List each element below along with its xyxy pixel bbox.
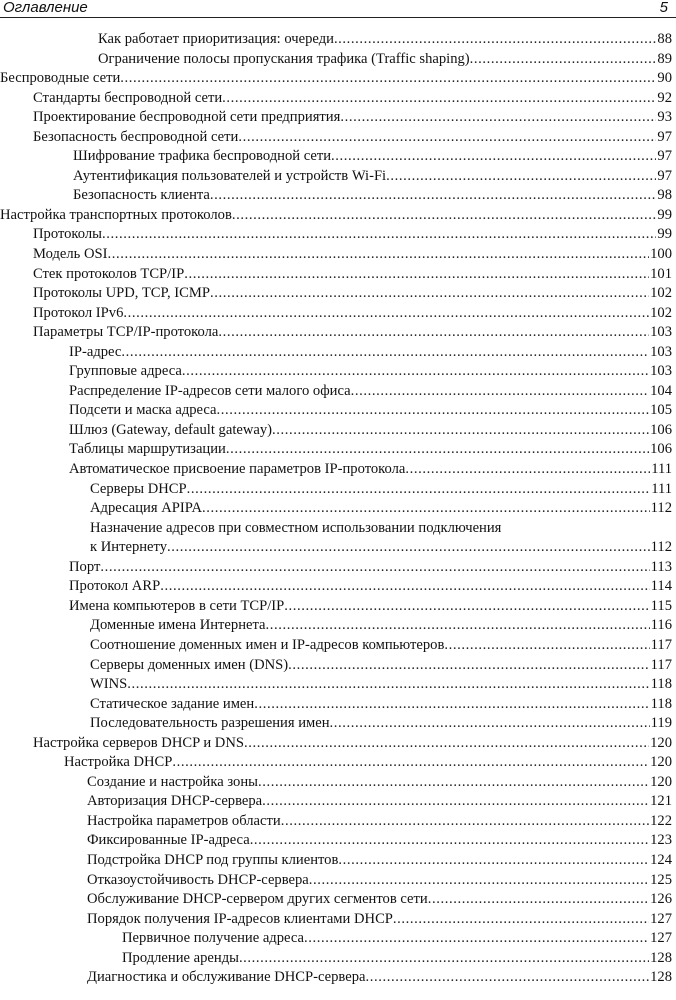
dot-leader [123, 304, 649, 324]
toc-entry-title: Продление аренды [122, 949, 239, 969]
toc-entry-page-number: 102 [650, 285, 672, 302]
toc-entry-title: Шифрование трафика беспроводной сети [73, 147, 331, 167]
toc-entry-title: Беспроводные сети [0, 69, 120, 89]
toc-entry-page-number: 126 [650, 891, 672, 908]
toc-entry-title: Соотношение доменных имен и IP-адресов компьютеров [90, 636, 444, 656]
toc-entry-title: Автоматическое присвоение параметров IP-протокола [69, 460, 405, 480]
toc-entry[interactable] [0, 421, 672, 441]
toc-entry-title: Назначение адресов при совместном использовании подключения [90, 519, 502, 536]
toc-entry-title: Доменные имена Интернета [90, 616, 266, 636]
toc-entry-title: Серверы DHCP [90, 480, 187, 500]
toc-entry-title-continuation: к Интернету [90, 538, 167, 558]
toc-entry-title: Протокол IPv6 [33, 304, 123, 324]
dot-leader [254, 695, 649, 715]
dot-leader [202, 499, 650, 519]
toc-entry-page-number: 127 [650, 930, 672, 947]
toc-entry[interactable] [0, 656, 672, 676]
dot-leader [108, 245, 650, 265]
toc-entry[interactable] [0, 323, 672, 343]
toc-entry-page-number: 106 [650, 421, 672, 438]
toc-entry-page-number: 90 [657, 70, 672, 87]
toc-entry-title: Настройка транспортных протоколов [0, 206, 232, 226]
toc-entry-page-number: 117 [650, 656, 672, 673]
toc-entry[interactable] [0, 186, 672, 206]
toc-entry[interactable] [0, 245, 672, 265]
toc-entry[interactable] [0, 851, 672, 871]
toc-entry-page-number: 103 [650, 324, 672, 341]
dot-leader [393, 910, 649, 930]
toc-entry-title: Фиксированные IP-адреса [87, 831, 250, 851]
toc-entry[interactable] [0, 69, 672, 89]
toc-entry-title: Таблицы маршрутизации [69, 440, 226, 460]
toc-entry-page-number: 102 [650, 304, 672, 321]
toc-entry[interactable] [0, 714, 672, 734]
toc-entry-title: Адресация APIPA [90, 499, 202, 519]
toc-entry-page-number: 125 [650, 871, 672, 888]
dot-leader [232, 206, 657, 226]
toc-entry-title: Протоколы UPD, TCP, ICMP [33, 284, 210, 304]
toc-entry-page-number: 92 [657, 89, 672, 106]
toc-entry-title: Протокол ARP [69, 577, 160, 597]
toc-entry[interactable] [0, 890, 672, 910]
toc-entry[interactable] [0, 558, 672, 578]
toc-entry-page-number: 118 [650, 695, 672, 712]
dot-leader [338, 851, 649, 871]
toc-entry-title: IP-адрес [69, 343, 121, 363]
toc-entry-page-number: 120 [650, 773, 672, 790]
toc-entry[interactable] [0, 597, 672, 617]
toc-entry-title: Подсети и маска адреса [69, 401, 217, 421]
dot-leader [366, 968, 650, 988]
dot-leader [226, 440, 649, 460]
toc-entry[interactable] [0, 401, 672, 421]
toc-entry[interactable] [0, 50, 672, 70]
toc-entry-page-number: 100 [650, 246, 672, 263]
toc-entry[interactable] [0, 910, 672, 930]
toc-entry-page-number: 103 [650, 343, 672, 360]
toc-entry-page-number: 104 [650, 382, 672, 399]
dot-leader [258, 773, 649, 793]
toc-entry-page-number: 121 [650, 793, 672, 810]
toc-entry-page-number: 116 [650, 617, 672, 634]
dot-leader [167, 538, 650, 558]
toc-entry-title: Безопасность беспроводной сети [33, 128, 238, 148]
dot-leader [102, 225, 656, 245]
dot-leader [340, 108, 656, 128]
toc-entry-title: Статическое задание имен [90, 695, 254, 715]
dot-leader [309, 871, 649, 891]
dot-leader [281, 812, 649, 832]
dot-leader [210, 186, 656, 206]
dot-leader [239, 949, 649, 969]
toc-entry-title: Порт [69, 558, 100, 578]
dot-leader [244, 734, 649, 754]
dot-leader [444, 636, 649, 656]
toc-entry[interactable] [0, 108, 672, 128]
toc-entry[interactable] [0, 89, 672, 109]
toc-entry-title: Авторизация DHCP-сервера [87, 792, 262, 812]
toc-entry[interactable] [0, 265, 672, 285]
toc-entry-page-number: 119 [650, 715, 672, 732]
toc-entry[interactable] [0, 304, 672, 324]
header-rule [0, 17, 676, 18]
toc-entry[interactable] [0, 382, 672, 402]
running-header [0, 0, 676, 20]
toc-entry-page-number: 98 [657, 187, 672, 204]
toc-entry-title: Настройка DHCP [64, 753, 172, 773]
dot-leader [405, 460, 650, 480]
dot-leader [160, 577, 649, 597]
toc-entry[interactable] [0, 792, 672, 812]
toc-entry-page-number: 118 [650, 676, 672, 693]
toc-entry-page-number: 97 [657, 148, 672, 165]
toc-entry-title: Серверы доменных имен (DNS) [90, 656, 288, 676]
toc-entry[interactable] [0, 460, 672, 480]
toc-entry-title: Настройка параметров области [87, 812, 281, 832]
toc-entry-page-number: 123 [650, 832, 672, 849]
dot-leader [238, 128, 656, 148]
toc-entry[interactable] [0, 147, 672, 167]
toc-entry-title: Создание и настройка зоны [87, 773, 258, 793]
toc-entry[interactable] [0, 577, 672, 597]
toc-entry[interactable] [0, 480, 672, 500]
dot-leader [470, 50, 657, 70]
toc-entry[interactable] [0, 812, 672, 832]
toc-entry-page-number: 99 [657, 226, 672, 243]
toc-entry-page-number: 103 [650, 363, 672, 380]
toc-entry-title: Модель OSI [33, 245, 108, 265]
toc-entry-title: Обслуживание DHCP-сервером других сегментов сети [87, 890, 428, 910]
toc-entry-page-number: 120 [650, 734, 672, 751]
dot-leader [330, 714, 650, 734]
toc-entry[interactable] [0, 362, 672, 382]
dot-leader [284, 597, 649, 617]
dot-leader [184, 265, 649, 285]
dot-leader [217, 401, 650, 421]
dot-leader [222, 89, 656, 109]
toc-entry-title: Шлюз (Gateway, default gateway) [69, 421, 272, 441]
running-header-title: Оглавление [3, 0, 88, 16]
dot-leader [386, 167, 656, 187]
dot-leader [351, 382, 649, 402]
toc-entry-page-number: 120 [650, 754, 672, 771]
toc-entry-title: Групповые адреса [69, 362, 182, 382]
toc-entry-page-number: 112 [650, 539, 672, 556]
toc-entry[interactable] [0, 949, 672, 969]
dot-leader [120, 69, 656, 89]
dot-leader [182, 362, 649, 382]
toc-entry[interactable] [0, 871, 672, 891]
toc-entry-page-number: 111 [651, 480, 672, 497]
toc-entry-page-number: 105 [650, 402, 672, 419]
toc-entry[interactable] [0, 773, 672, 793]
toc-entry[interactable] [0, 499, 672, 519]
dot-leader [262, 792, 649, 812]
toc-entry[interactable] [0, 695, 672, 715]
toc-entry-page-number: 113 [650, 558, 672, 575]
toc-entry-page-number: 99 [657, 206, 672, 223]
dot-leader [210, 284, 649, 304]
toc-entry-title: Протоколы [33, 225, 102, 245]
toc-entry-title: Стек протоколов TCP/IP [33, 265, 184, 285]
toc-entry-title: Диагностика и обслуживание DHCP-сервера [87, 968, 366, 988]
toc-entry-page-number: 97 [657, 128, 672, 145]
dot-leader [172, 753, 649, 773]
toc-entry[interactable] [0, 616, 672, 636]
toc-entry[interactable] [0, 167, 672, 187]
running-header-page-number: 5 [659, 0, 668, 16]
toc-entry-page-number: 97 [657, 167, 672, 184]
toc-entry[interactable] [0, 440, 672, 460]
toc-entry-title: Проектирование беспроводной сети предприятия [33, 108, 340, 128]
toc-entry[interactable] [0, 30, 672, 50]
dot-leader [187, 480, 651, 500]
toc-entry-page-number: 115 [650, 597, 672, 614]
toc-entry[interactable] [0, 675, 672, 695]
toc-entry-title: Как работает приоритизация: очереди [98, 30, 334, 50]
dot-leader [266, 616, 650, 636]
dot-leader [334, 30, 656, 50]
toc-entry[interactable] [0, 753, 672, 773]
toc-entry-title: WINS [90, 675, 127, 695]
toc-entry-page-number: 128 [650, 949, 672, 966]
dot-leader [428, 890, 649, 910]
toc-entry-page-number: 128 [650, 969, 672, 986]
toc-entry[interactable] [0, 929, 672, 949]
toc-entry-page-number: 124 [650, 851, 672, 868]
toc-entry-page-number: 117 [650, 636, 672, 653]
toc-entry-page-number: 127 [650, 910, 672, 927]
toc-entry-title: Настройка серверов DHCP и DNS [33, 734, 244, 754]
toc-entry[interactable] [0, 225, 672, 245]
toc-entry-title: Параметры TCP/IP-протокола [33, 323, 218, 343]
toc-entry-title: Распределение IP-адресов сети малого офиса [69, 382, 351, 402]
toc-entry-page-number: 111 [651, 461, 672, 478]
toc-entry-title: Первичное получение адреса [122, 929, 304, 949]
dot-leader [331, 147, 656, 167]
toc-entry[interactable] [0, 831, 672, 851]
toc-entry-title: Имена компьютеров в сети TCP/IP [69, 597, 284, 617]
dot-leader [250, 831, 649, 851]
toc-entry[interactable] [0, 206, 672, 226]
table-of-contents [0, 30, 672, 988]
dot-leader [272, 421, 649, 441]
dot-leader [121, 343, 649, 363]
toc-entry-page-number: 93 [657, 109, 672, 126]
dot-leader [218, 323, 649, 343]
toc-entry-title: Отказоустойчивость DHCP-сервера [87, 871, 309, 891]
toc-entry-page-number: 122 [650, 812, 672, 829]
toc-entry[interactable] [0, 636, 672, 656]
toc-entry-title: Последовательность разрешения имен [90, 714, 330, 734]
dot-leader [304, 929, 649, 949]
toc-entry[interactable] [0, 284, 672, 304]
dot-leader [288, 656, 649, 676]
dot-leader [127, 675, 649, 695]
toc-entry[interactable] [0, 128, 672, 148]
toc-entry-page-number: 112 [650, 500, 672, 517]
toc-entry-title: Безопасность клиента [73, 186, 210, 206]
toc-entry[interactable] [0, 343, 672, 363]
toc-entry-title: Стандарты беспроводной сети [33, 89, 222, 109]
toc-entry-page-number: 88 [657, 31, 672, 47]
toc-entry-title: Порядок получения IP-адресов клиентами DHCP [87, 910, 393, 930]
toc-entry-page-number: 101 [650, 265, 672, 282]
toc-entry-page-number: 89 [657, 50, 672, 67]
toc-entry-title: Ограничение полосы пропускания трафика (Traffic shaping) [98, 50, 470, 70]
toc-entry[interactable] [0, 734, 672, 754]
toc-entry-page-number: 106 [650, 441, 672, 458]
toc-entry[interactable] [0, 968, 672, 988]
dot-leader [100, 558, 649, 578]
toc-entry-page-number: 114 [650, 578, 672, 595]
toc-entry[interactable] [0, 519, 672, 558]
toc-entry-title: Подстройка DHCP под группы клиентов [87, 851, 338, 871]
toc-entry-title: Аутентификация пользователей и устройств Wi-Fi [73, 167, 386, 187]
